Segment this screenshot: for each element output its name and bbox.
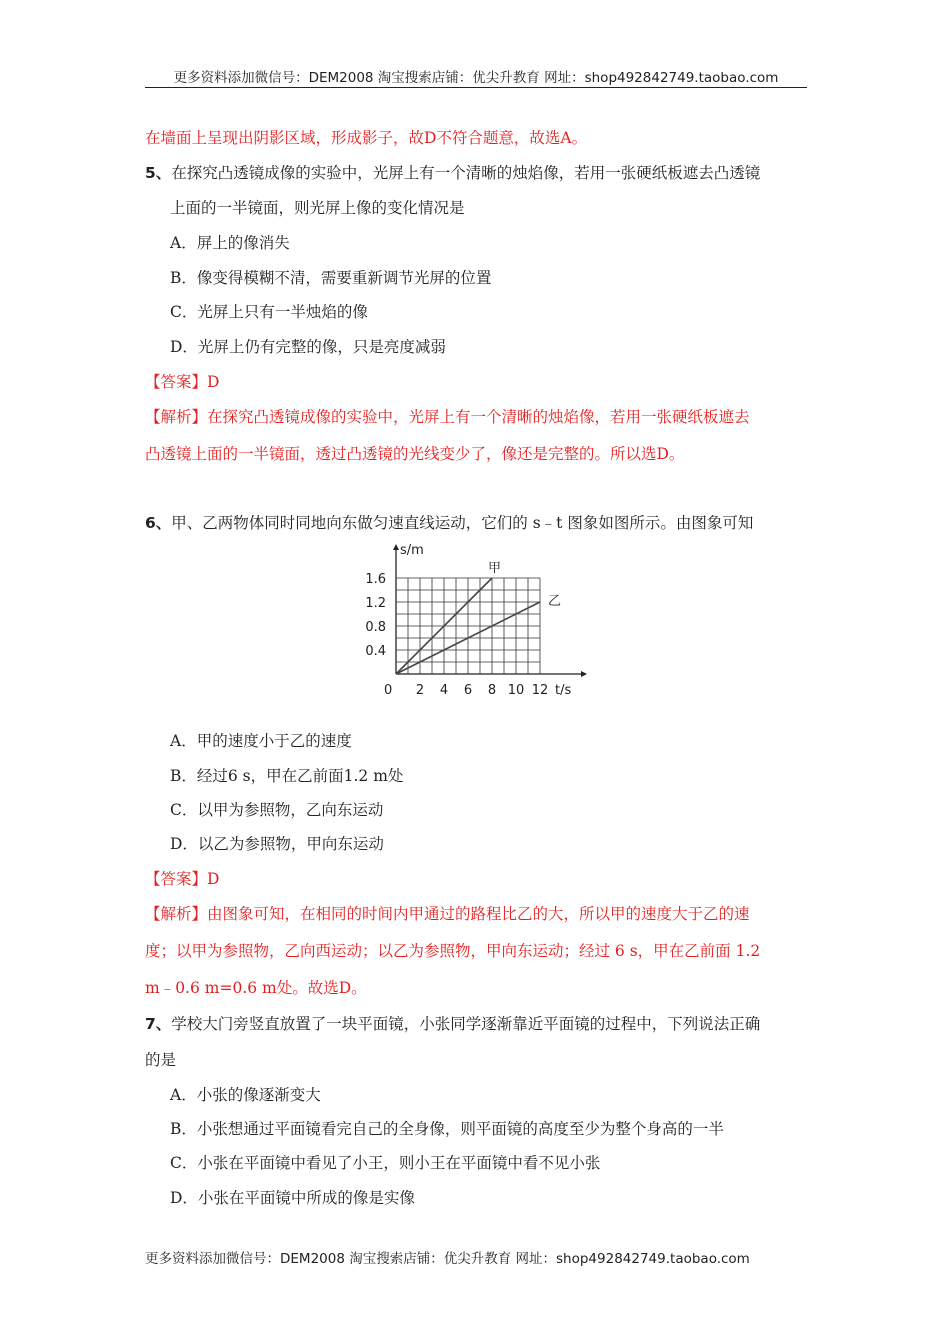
question-6-option-a: A．甲的速度小于乙的速度 xyxy=(170,732,352,750)
y-tick-label: 1.2 xyxy=(365,596,386,611)
question-5-option-a: A．屏上的像消失 xyxy=(170,234,290,252)
grid xyxy=(396,578,540,674)
question-6-number: 6、 xyxy=(145,514,172,532)
page-footer: 更多资料添加微信号：DEM2008 淘宝搜索店铺：优尖升教育 网址：shop492842749.taobao.com xyxy=(145,1251,750,1267)
y-tick-label: 1.6 xyxy=(365,572,386,587)
x-tick-label: 6 xyxy=(463,683,473,698)
analysis-label: 【解析】 xyxy=(145,905,208,923)
y-tick-label: 0.8 xyxy=(365,620,386,635)
series-label: 甲 xyxy=(488,561,502,576)
question-7-option-b: B．小张想通过平面镜看完自己的全身像，则平面镜的高度至少为整个身高的一半 xyxy=(170,1120,724,1138)
series-label: 乙 xyxy=(548,594,562,609)
analysis-text: 由图象可知，在相同的时间内甲通过的路程比乙的大，所以甲的速度大于乙的速 xyxy=(207,905,750,923)
y-axis-arrow xyxy=(393,544,399,550)
question-5-option-d: D．光屏上仍有完整的像，只是亮度减弱 xyxy=(170,338,446,356)
question-6-stem-text: 甲、乙两物体同时同地向东做匀速直线运动，它们的 s﹣t 图象如图所示。由图象可知 xyxy=(171,514,754,532)
question-7-option-a: A．小张的像逐渐变大 xyxy=(170,1086,321,1104)
question-5-option-b: B．像变得模糊不清，需要重新调节光屏的位置 xyxy=(170,269,492,287)
question-6-option-c: C．以甲为参照物，乙向东运动 xyxy=(170,801,384,819)
carryover-text: 在墙面上呈现出阴影区域，形成影子，故D不符合题意，故选A。 xyxy=(145,129,588,147)
answer-value: D xyxy=(207,373,220,391)
answer-label: 【答案】 xyxy=(145,870,208,888)
question-6-analysis-line-1 xyxy=(145,904,750,924)
x-axis-arrow xyxy=(581,671,587,677)
y-axis-label: s/m xyxy=(400,543,424,558)
question-5-analysis-line-2: 凸透镜上面的一半镜面，透过凸透镜的光线变少了，像还是完整的。所以选D。 xyxy=(145,445,685,463)
question-6-stem xyxy=(145,513,753,533)
question-5-number: 5、 xyxy=(145,164,172,182)
question-6-answer xyxy=(145,869,219,889)
analysis-label: 【解析】 xyxy=(145,408,208,426)
question-6-option-d: D．以乙为参照物，甲向东运动 xyxy=(170,835,384,853)
analysis-text: 在探究凸透镜成像的实验中，光屏上有一个清晰的烛焰像，若用一张硬纸板遮去 xyxy=(207,408,750,426)
x-tick-label: 4 xyxy=(439,683,449,698)
question-6-option-b: B．经过6 s，甲在乙前面1.2 m处 xyxy=(170,767,404,785)
question-5-analysis-line-1 xyxy=(145,407,750,427)
answer-label: 【答案】 xyxy=(145,373,208,391)
x-tick-label: 2 xyxy=(415,683,425,698)
page-header: 更多资料添加微信号：DEM2008 淘宝搜索店铺：优尖升教育 网址：shop492842749.taobao.com xyxy=(173,70,779,86)
question-6-analysis-line-3: m﹣0.6 m=0.6 m处。故选D。 xyxy=(145,979,367,997)
y-tick-label: 0.4 xyxy=(365,644,386,659)
x-tick-label: 12 xyxy=(531,683,549,698)
question-7-stem-line-2: 的是 xyxy=(145,1051,177,1069)
tick-labels xyxy=(365,572,548,698)
x-tick-label: 8 xyxy=(487,683,497,698)
x-tick-label: 10 xyxy=(507,683,525,698)
question-5-stem-line-2: 上面的一半镜面，则光屏上像的变化情况是 xyxy=(170,199,465,217)
question-6-analysis-line-2: 度；以甲为参照物，乙向西运动；以乙为参照物，甲向东运动；经过 6 s，甲在乙前面 1.2 xyxy=(145,942,761,960)
question-7-option-d: D．小张在平面镜中所成的像是实像 xyxy=(170,1189,415,1207)
question-7-option-c: C．小张在平面镜中看见了小王，则小王在平面镜中看不见小张 xyxy=(170,1154,601,1172)
question-5-answer xyxy=(145,372,219,392)
question-5-stem-text: 在探究凸透镜成像的实验中，光屏上有一个清晰的烛焰像，若用一张硬纸板遮去凸透镜 xyxy=(171,164,761,182)
s-t-graph xyxy=(360,540,590,705)
question-7-number: 7、 xyxy=(145,1015,172,1033)
question-5-stem-line-1 xyxy=(145,163,760,183)
origin-label: 0 xyxy=(384,683,393,698)
question-5-option-c: C．光屏上只有一半烛焰的像 xyxy=(170,303,368,321)
x-axis-label: t/s xyxy=(555,683,572,698)
header-divider xyxy=(145,87,807,88)
answer-value: D xyxy=(207,870,220,888)
question-7-stem-text: 学校大门旁竖直放置了一块平面镜，小张同学逐渐靠近平面镜的过程中，下列说法正确 xyxy=(171,1015,761,1033)
question-7-stem-line-1 xyxy=(145,1014,760,1034)
